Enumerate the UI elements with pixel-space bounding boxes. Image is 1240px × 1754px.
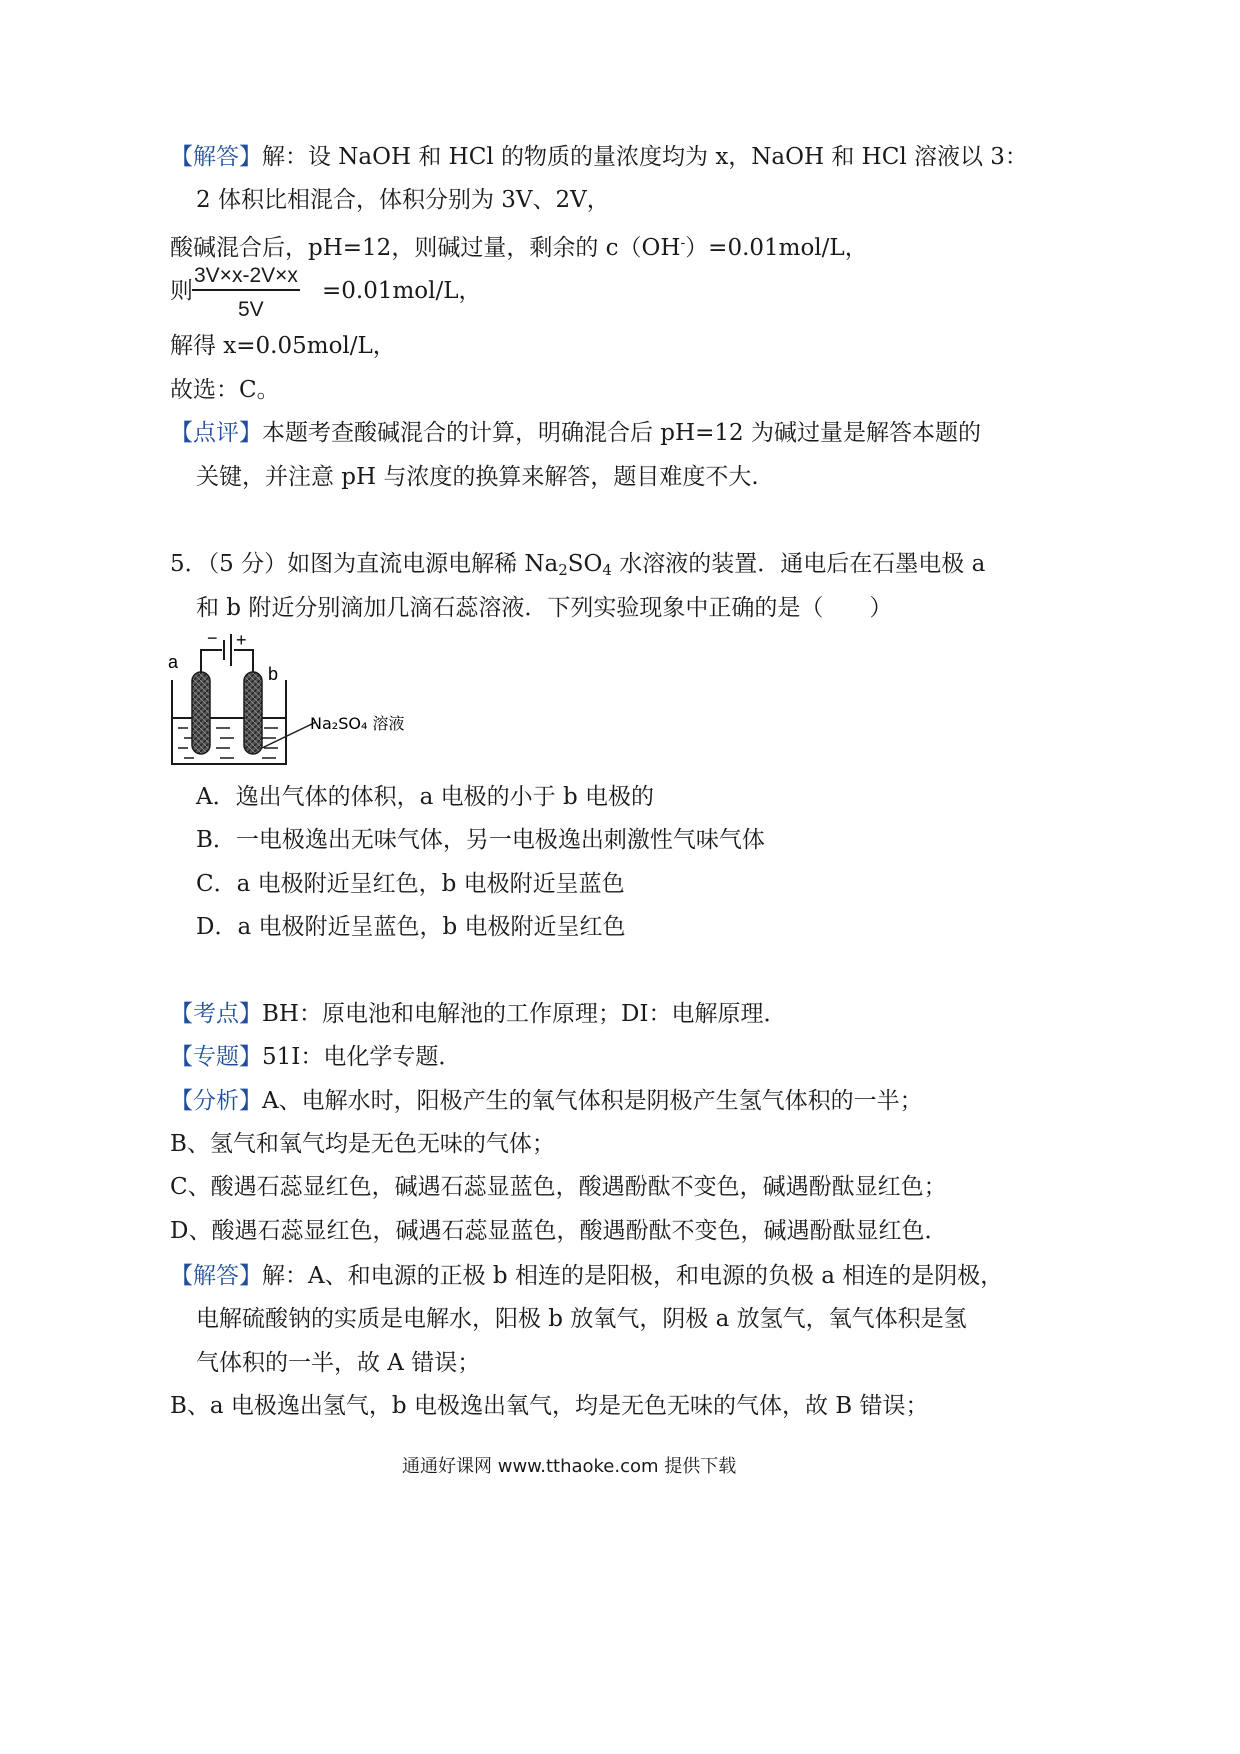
- plus-sign: +: [236, 632, 247, 650]
- jieda-line-1: 【解答】解：A、和电源的正极 b 相连的是阳极，和电源的负极 a 相连的是阴极，: [170, 1263, 1004, 1289]
- jieda-line-4: B、a 电极逸出氢气，b 电极逸出氧气，均是无色无味的气体，故 B 错误；: [170, 1393, 929, 1419]
- answer-line-4-suffix: =0.01mol/L，: [322, 278, 482, 304]
- jieda-line-2: 电解硫酸钠的实质是电解水，阳极 b 放氧气，阴极 a 放氢气，氧气体积是氢: [196, 1306, 967, 1332]
- fraction-numerator: 3V×x-2V×x: [192, 264, 300, 291]
- footer-text: 通通好课网 www.tthaoke.com 提供下载: [402, 1456, 737, 1477]
- fraction: [192, 264, 322, 324]
- jieda-tag: 【解答】: [170, 1263, 262, 1289]
- answer-line-3: 酸碱混合后，pH=12，则碱过量，剩余的 c（OH-）=0.01mol/L，: [170, 235, 868, 261]
- label-a: a: [168, 652, 179, 672]
- label-b: b: [268, 664, 279, 684]
- fenxi-line-4: D、酸遇石蕊显红色，碱遇石蕊显蓝色，酸遇酚酞不变色，碱遇酚酞显红色．: [170, 1218, 948, 1244]
- electrode-b: [244, 672, 262, 754]
- zhuanti-tag: 【专题】: [170, 1044, 262, 1070]
- zhuanti-line: 【专题】51I：电化学专题．: [170, 1044, 462, 1070]
- option-b: B．一电极逸出无味气体，另一电极逸出刺激性气味气体: [196, 827, 765, 853]
- answer-line-5: 解得 x=0.05mol/L，: [170, 333, 396, 359]
- comment-tag: 【点评】: [170, 420, 262, 446]
- fenxi-line-2: B、氢气和氧气均是无色无味的气体；: [170, 1131, 555, 1157]
- fenxi-tag: 【分析】: [170, 1088, 262, 1114]
- electrolysis-diagram: [164, 632, 434, 772]
- kaodian-line: 【考点】BH：原电池和电解池的工作原理；DI：电解原理．: [170, 1001, 787, 1027]
- question-line-1: 5．（5 分）如图为直流电源电解稀 $Na_2SO_4$ 水溶液的装置．通电后在石墨电极 a: [170, 551, 986, 579]
- answer-line-6: 故选：C。: [170, 377, 280, 403]
- jieda-line-3: 气体积的一半，故 A 错误；: [196, 1350, 481, 1376]
- comment-line-2: 关键，并注意 pH 与浓度的换算来解答，题目难度不大.: [196, 464, 759, 490]
- option-c: C．a 电极附近呈红色，b 电极附近呈蓝色: [196, 871, 625, 897]
- answer-line-4-prefix: 则: [170, 278, 193, 304]
- wire-b: [234, 650, 253, 672]
- minus-sign: −: [207, 632, 218, 648]
- solution-label: Na₂SO₄ 溶液: [310, 714, 405, 733]
- comment-line-1: 【点评】本题考查酸碱混合的计算，明确混合后 pH=12 为碱过量是解答本题的: [170, 420, 981, 446]
- label-leader-line: [262, 722, 316, 748]
- electrode-a: [192, 672, 210, 754]
- answer-line-1: 【解答】解：设 NaOH 和 HCl 的物质的量浓度均为 x，NaOH 和 HCl 溶液以 3：: [170, 144, 1028, 170]
- answer-tag: 【解答】: [170, 144, 262, 170]
- option-d: D．a 电极附近呈蓝色，b 电极附近呈红色: [196, 914, 626, 940]
- fraction-denominator: 5V: [238, 298, 264, 321]
- wire-a: [201, 650, 222, 672]
- answer-line-2: 2 体积比相混合，体积分别为 3V、2V，: [196, 187, 610, 213]
- kaodian-tag: 【考点】: [170, 1001, 262, 1027]
- option-a: A．逸出气体的体积，a 电极的小于 b 电极的: [196, 784, 654, 810]
- fenxi-line-1: 【分析】A、电解水时，阳极产生的氧气体积是阴极产生氢气体积的一半；: [170, 1088, 923, 1114]
- beaker: [172, 680, 286, 764]
- question-line-2: 和 b 附近分别滴加几滴石蕊溶液．下列实验现象中正确的是（ ）: [196, 595, 893, 621]
- fenxi-line-3: C、酸遇石蕊显红色，碱遇石蕊显蓝色，酸遇酚酞不变色，碱遇酚酞显红色；: [170, 1174, 947, 1200]
